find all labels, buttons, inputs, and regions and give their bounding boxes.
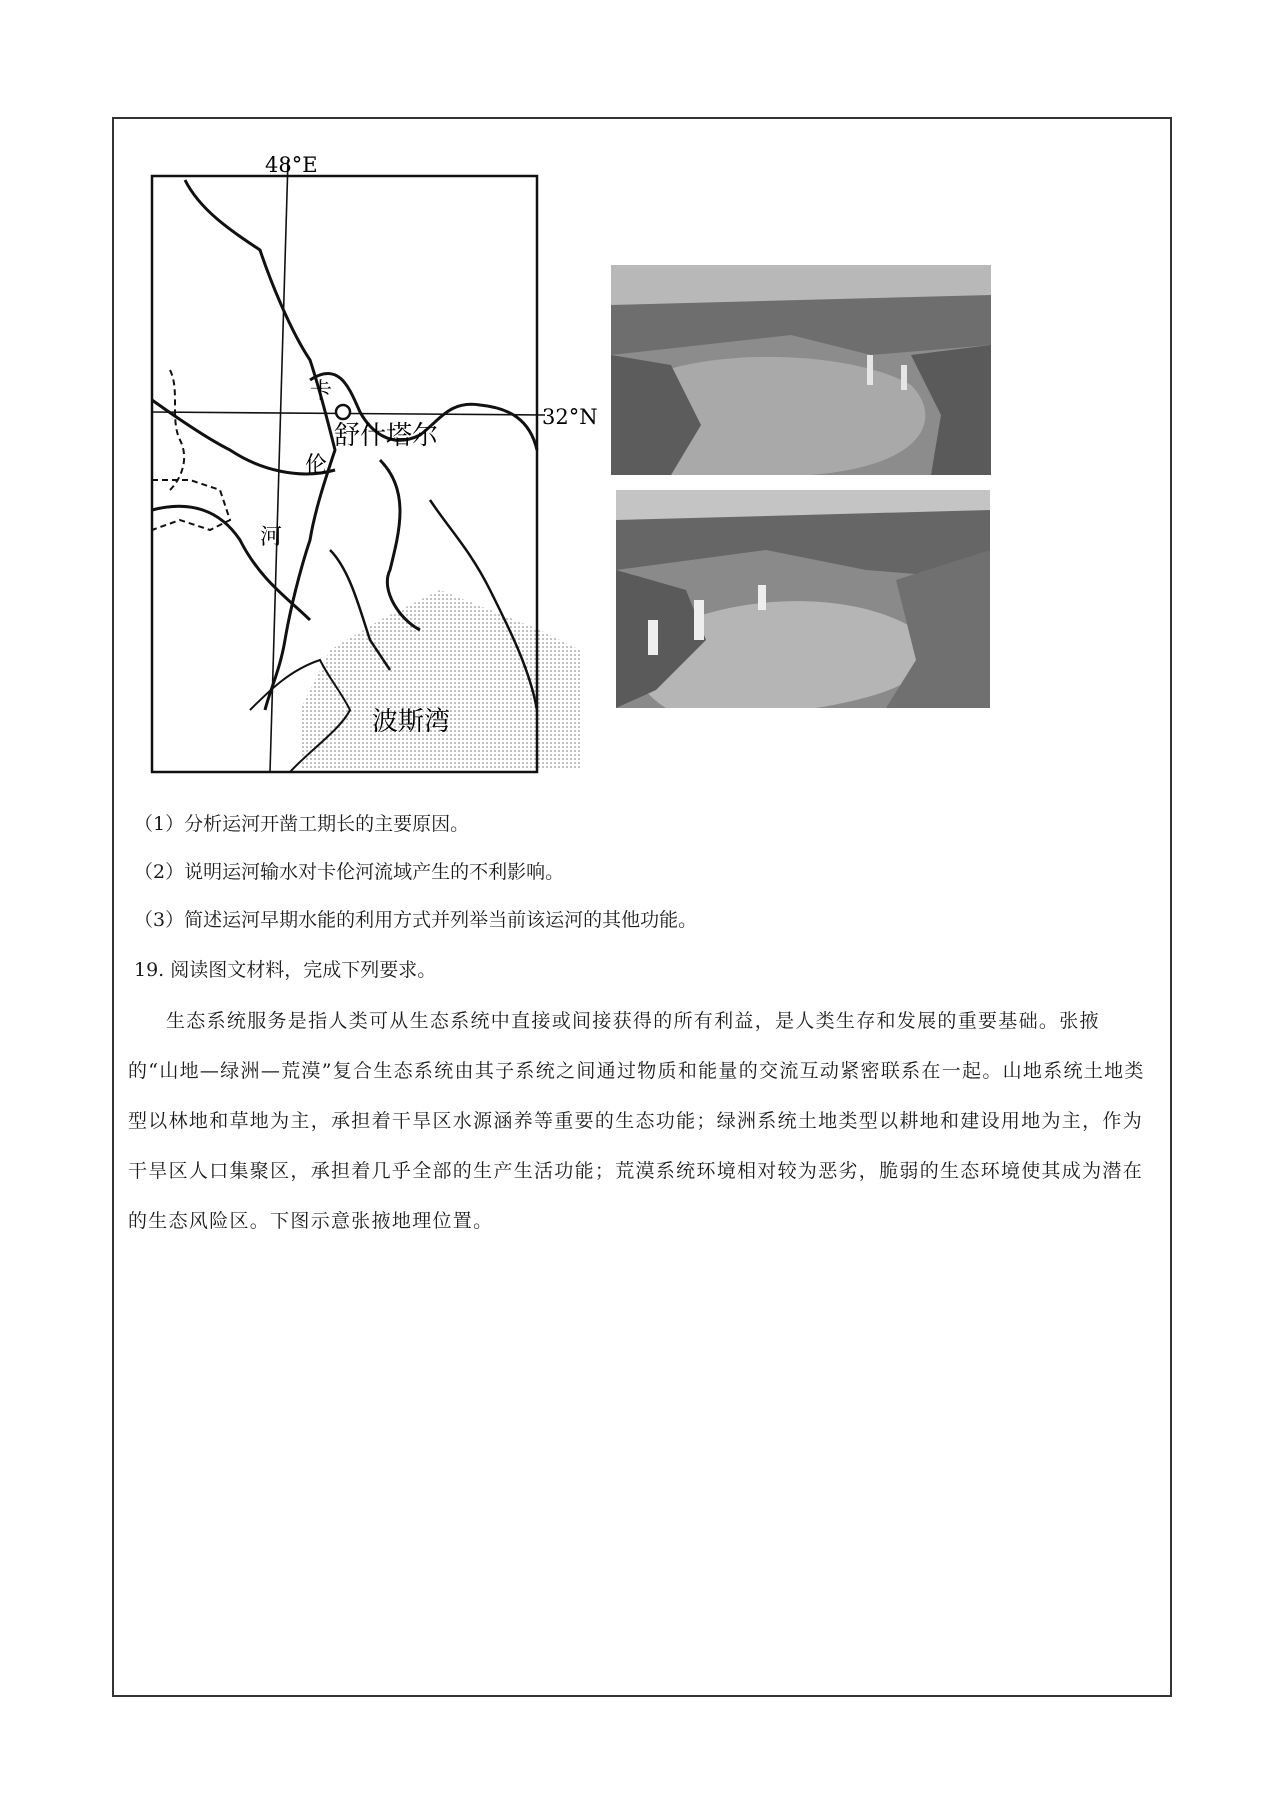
photo-canal-bottom xyxy=(616,490,990,708)
question-3: （3）简述运河早期水能的利用方式并列举当前该运河的其他功能。 xyxy=(134,909,698,931)
border-dashed-1 xyxy=(152,480,230,530)
question-2: （2）说明运河输水对卡伦河流域产生的不利影响。 xyxy=(134,861,565,883)
shushtar-marker xyxy=(336,405,350,419)
longitude-label: 48°E xyxy=(265,153,318,177)
river-main xyxy=(185,180,335,710)
river-southwest xyxy=(152,506,310,620)
item-19-passage xyxy=(128,996,1148,1246)
latitude-label: 32°N xyxy=(542,405,598,429)
item-19-paragraph: 生态系统服务是指人类可从生态系统中直接或间接获得的所有利益，是人类生存和发展的重要基础。张掖的“山地—绿洲—荒漠”复合生态系统由其子系统之间通过物质和能量的交流互动紧密联系在一起。山地系统土地类型以林地和草地为主，承担着干旱区水源涵养等重要的生态功能；绿洲系统土地类型以耕地和建设用地为主，作为干旱区人口集聚区，承担着几乎全部的生产生活功能；荒漠系统环境相对较为恶劣，脆弱的生态环境使其成为潜在的生态风险区。下图示意张掖地理位置。 xyxy=(128,1010,1145,1232)
river-char-he: 河 xyxy=(260,525,283,550)
karun-river-map xyxy=(150,150,610,790)
city-label: 舒什塔尔 xyxy=(334,421,439,451)
river-char-ka: 卡 xyxy=(310,379,333,404)
item-19-heading: 19. 阅读图文材料，完成下列要求。 xyxy=(134,959,437,981)
meridian-48e xyxy=(270,160,288,772)
border-dashed-2 xyxy=(170,370,184,490)
question-1: （1）分析运河开凿工期长的主要原因。 xyxy=(134,813,470,835)
river-char-lun: 伦 xyxy=(305,453,328,478)
gulf-label: 波斯湾 xyxy=(372,707,451,737)
photo-canal-top xyxy=(611,265,991,475)
